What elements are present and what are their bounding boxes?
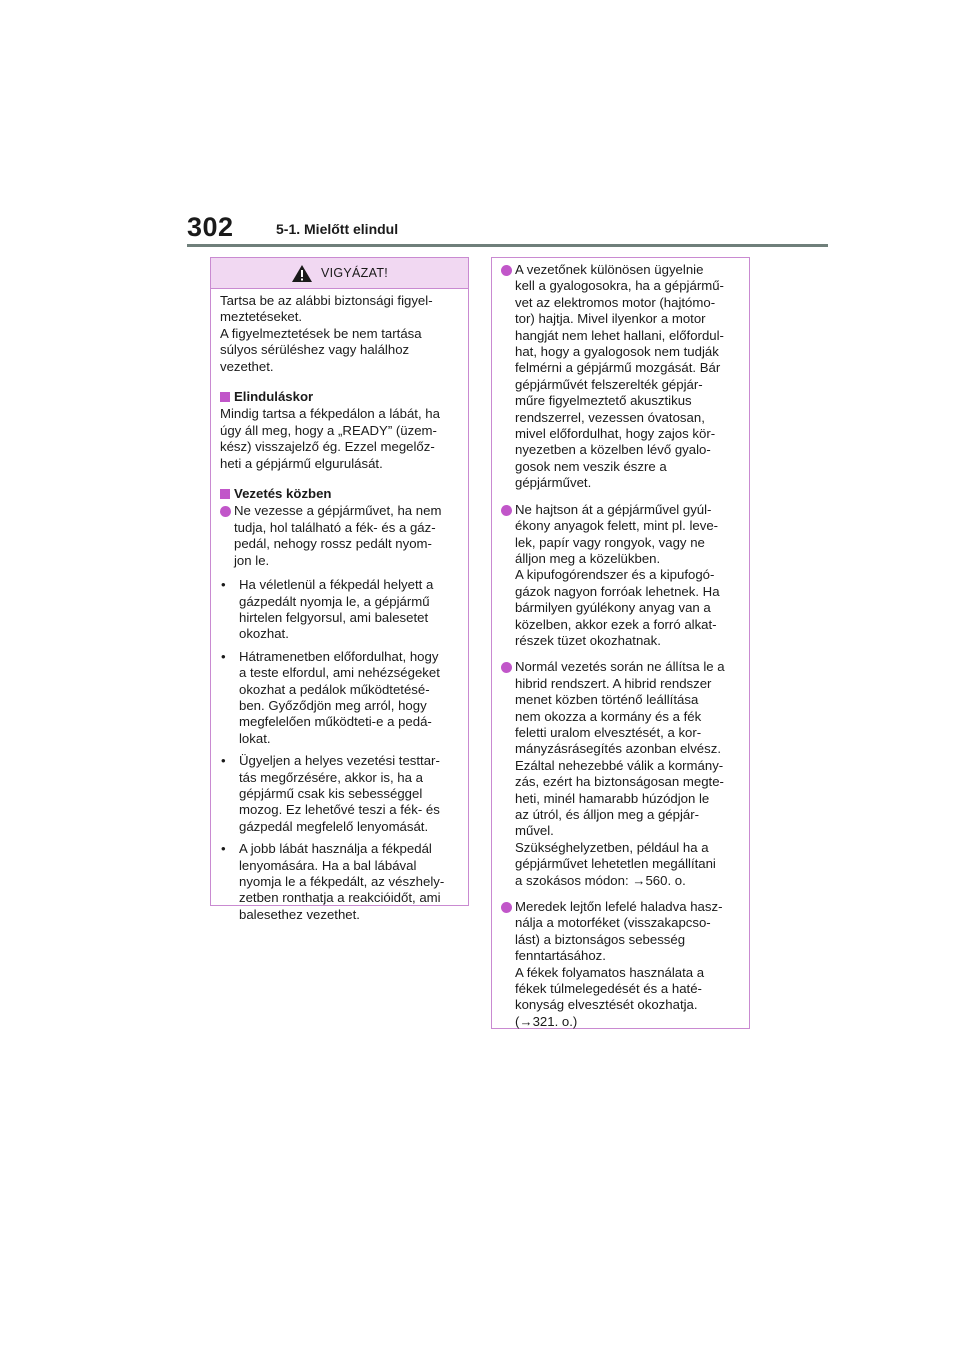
sub-list-item	[220, 577, 460, 643]
dot-marker: •	[221, 841, 226, 857]
warning-content	[211, 289, 468, 937]
circle-bullet-icon	[220, 506, 231, 517]
sub-item-text: Ügyeljen a helyes vezetési testtar- tás megőrzésére, akkor is, ha a gépjármű csak kis sebességgel mozog. Ez lehetővé teszi a fék- és gázpedál megfelelő lenyomását.	[239, 753, 440, 834]
subheading-label: Vezetés közben	[234, 486, 332, 502]
square-bullet-icon	[220, 489, 230, 499]
subheading-vezetes-kozben	[220, 486, 460, 502]
warning-box	[210, 257, 469, 922]
section1-text: Mindig tartsa a fékpedálon a lábát, ha úgy áll meg, hogy a „READY” (üzem- kész) visszajelző ég. Ezzel megelőz- heti a gépjármű elgurulását.	[220, 406, 440, 471]
bullet-text: Normál vezetés során ne állítsa le a hibrid rendszert. A hibrid rendszer menet közben történő leállítása nem okozza a kormány és a fék feletti uralom elvesztését, a kor- mányzásrásegítés azonban elvész. Ezáltal nehezebbé válik a kormány- zás, ezért ha biztonságosan megte- heti, minél hamarabb húzódjon le az útról, és álljon meg a gépjár- művel. Szükséghelyzetben, például ha a gépjárművet lehetetlen megállítani a szokásos módon: →560. o.	[515, 659, 725, 888]
warning-triangle-icon	[291, 264, 313, 283]
circle-bullet-icon	[501, 902, 512, 913]
dot-marker: •	[221, 648, 226, 664]
bullet-text: A vezetőnek különösen ügyelnie kell a gyalogosokra, ha a gépjármű- vet az elektromos motor (hajtómo- tor) hajtja. Mivel ilyenkor a motor hangját nem lehet hallani, előfordul- hat, hogy a gyalogosok nem tudják felmérni a gépjármű mozgását. Bár gépjárművét felszerelték gépjár- műre figyelmeztető akusztikus rendszerrel, vezessen óvatosan, mivel előfordulhat, hogy zajos kör- nyezetben a közelben lévő gyalo- gosok nem veszik észre a gépjárművet.	[515, 262, 724, 491]
warning-title: VIGYÁZAT!	[320, 266, 389, 280]
warning-continuation-box	[491, 257, 750, 1029]
warning-header	[211, 258, 468, 289]
circle-bullet-icon	[501, 265, 512, 276]
section-title: 5-1. Mielőtt elindul	[276, 221, 399, 237]
sub-list-item	[220, 753, 460, 835]
sub-item-text: A jobb lábát használja a fékpedál lenyomására. Ha a bal lábával nyomja le a fékpedált, az vészhely- zetben ronthatja a reakcióidőt, ami balesethez vezethet.	[239, 841, 445, 922]
sub-item-text: Hátramenetben előfordulhat, hogy a teste elfordul, ami nehézségeket okozhat a pedálok működtetésé- ben. Győződjön meg arról, hogy megfelelően működteti-e a pedá- lokat.	[239, 648, 440, 746]
dot-marker: •	[221, 753, 226, 769]
circle-bullet-icon	[501, 662, 512, 673]
bullet-text: Ne vezesse a gépjárművet, ha nem tudja, hol található a fék- és a gáz- pedál, nehogy rossz pedált nyom- jon le.	[234, 503, 442, 568]
list-item	[501, 262, 741, 492]
page-number: 302	[187, 212, 234, 242]
circle-bullet-icon	[501, 505, 512, 516]
subheading-label: Elinduláskor	[234, 389, 314, 405]
sub-list-item	[220, 841, 460, 923]
warning-continuation-content	[492, 258, 749, 1046]
bullet-text: Meredek lejtőn lefelé haladva hasz- nálja a motorféket (visszakapcso- lást) a biztonságos sebesség fenntartásához. A fékek folyamatos használata a fékek túlmelegedését és a haté- konyság elvesztését okozhatja. (→321. o.)	[515, 899, 723, 1029]
header-divider	[187, 244, 828, 247]
list-item	[501, 659, 741, 889]
square-bullet-icon	[220, 392, 230, 402]
dot-marker: •	[221, 577, 226, 593]
bullet-text: Ne hajtson át a gépjárművel gyúl- ékony anyagok felett, mint pl. leve- lek, papír vagy rongyok, vagy ne álljon meg a közelükben. A kipufogórendszer és a kipufogó- gázok nagyon forróak lehetnek. Ha bármilyen gyúlékony anyag van a közelben, akkor ezek a forró alkat- részek tüzet okozhatnak.	[515, 501, 720, 648]
list-item	[501, 502, 741, 650]
warning-intro: Tartsa be az alábbi biztonsági figyel- meztetéseket. A figyelmeztetések be nem tartása súlyos sérüléshez vagy halálhoz vezethet.	[220, 293, 433, 374]
sub-item-text: Ha véletlenül a fékpedál helyett a gázpedált nyomja le, a gépjármű hirtelen felgyorsul, ami balesetet okozhat.	[239, 577, 434, 642]
list-item	[220, 503, 460, 569]
subheading-elinduláskor	[220, 389, 460, 405]
list-item	[501, 899, 741, 1030]
sub-list-item	[220, 649, 460, 747]
